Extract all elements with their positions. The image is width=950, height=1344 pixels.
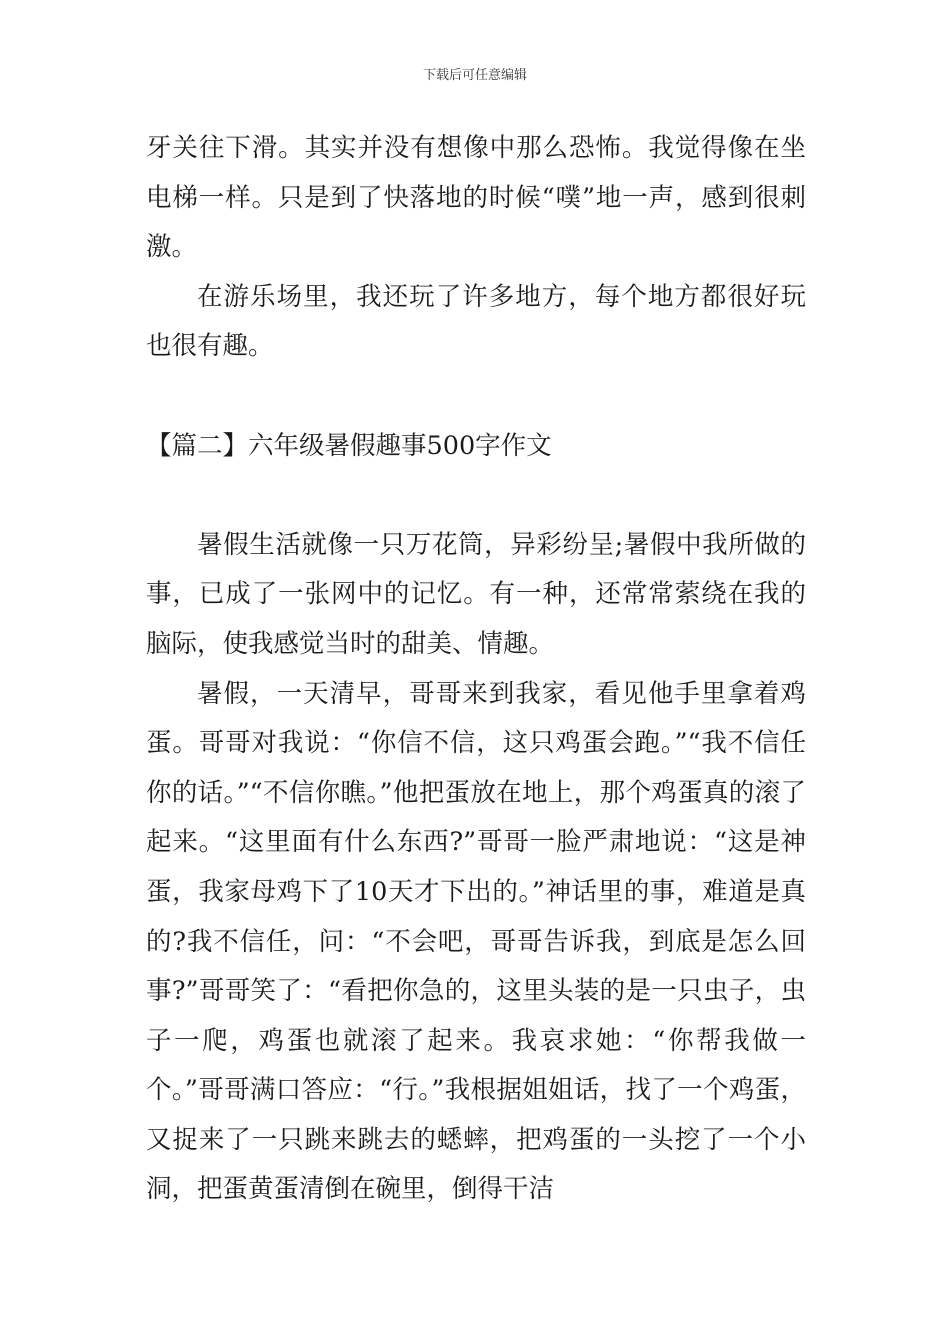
page-header: 下载后可任意编辑 xyxy=(422,68,527,83)
paragraph-continuation: 牙关往下滑。其实并没有想像中那么恐怖。我觉得像在坐电梯一样。只是到了快落地的时候“噗”地一声，感到很刺激。 xyxy=(146,133,806,263)
document-body xyxy=(146,124,806,1215)
paragraph-story: 暑假，一天清早，哥哥来到我家，看见他手里拿着鸡蛋。哥哥对我说：“你信不信，这只鸡蛋会跑。”“我不信任你的话。”“不信你瞧。”他把蛋放在地上，那个鸡蛋真的滚了起来。“这里面有什么东西?”哥哥一脸严肃地说：“这是神蛋，我家母鸡下了10天才下出的。”神话里的事，难道是真的?我不信任，问：“不会吧，哥哥告诉我，到底是怎么回事?”哥哥笑了：“看把你急的，这里头装的是一只虫子，虫子一爬，鸡蛋也就滚了起来。我哀求她：“你帮我做一个。”哥哥满口答应：“行。”我根据姐姐话，找了一个鸡蛋，又捉来了一只跳来跳去的蟋蟀，把鸡蛋的一头挖了一个小洞，把蛋黄蛋清倒在碗里，倒得干洁 xyxy=(146,678,806,1205)
paragraph-intro: 暑假生活就像一只万花筒，异彩纷呈;暑假中我所做的事，已成了一张网中的记忆。有一种，还常常萦绕在我的脑际，使我感觉当时的甜美、情趣。 xyxy=(146,529,806,659)
paragraph-amusement-park: 在游乐场里，我还玩了许多地方，每个地方都很好玩也很有趣。 xyxy=(146,281,806,362)
section-heading: 【篇二】六年级暑假趣事500字作文 xyxy=(146,430,552,461)
